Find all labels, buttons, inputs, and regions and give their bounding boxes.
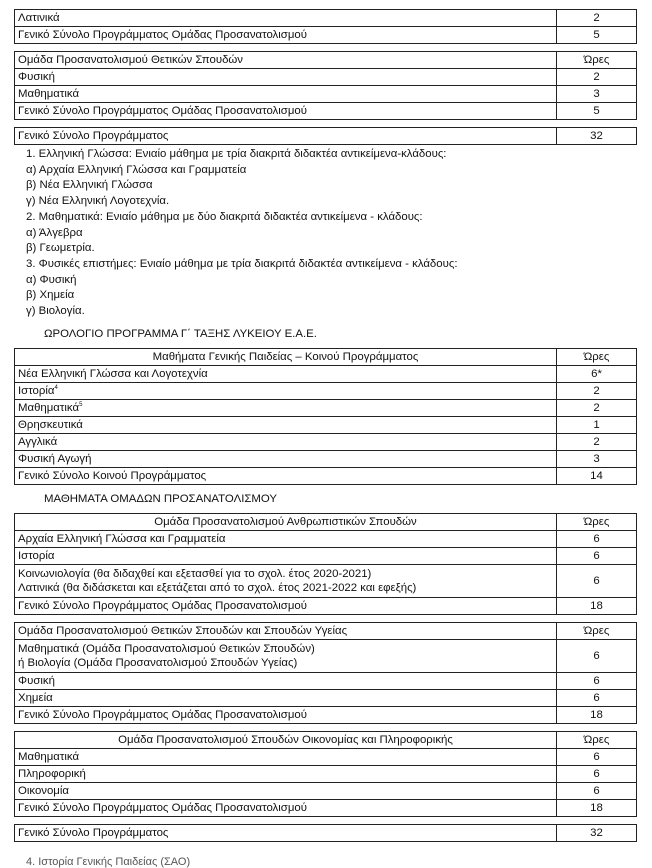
table-humanities <box>14 513 637 615</box>
subject-label: Μαθηματικά <box>18 401 80 414</box>
subject-cell: Γενικό Σύνολο Κοινού Προγράμματος <box>15 467 557 484</box>
hours-cell: 18 <box>557 799 637 816</box>
table-row <box>15 672 637 689</box>
footnote-marker: 5 <box>79 401 83 408</box>
note-line: β) Νέα Ελληνική Γλώσσα <box>26 179 153 192</box>
note-line: β) Χημεία <box>26 289 75 302</box>
subject-cell: Αρχαία Ελληνική Γλώσσα και Γραμματεία <box>15 530 557 547</box>
hours-cell: 18 <box>557 597 637 614</box>
table-row <box>15 597 637 614</box>
hours-cell: 18 <box>557 706 637 723</box>
subject-cell: Λατινικά <box>15 10 557 27</box>
hours-cell: 2 <box>557 69 637 86</box>
section-title-orientation-groups: ΜΑΘΗΜΑΤΑ ΟΜΑΔΩΝ ΠΡΟΣΑΝΑΤΟΛΙΣΜΟΥ <box>44 492 277 505</box>
table-row <box>15 467 637 484</box>
subject-cell: Γενικό Σύνολο Προγράμματος Ομάδας Προσανατολισμού <box>15 103 557 120</box>
table-row <box>15 530 637 547</box>
table-row <box>15 433 637 450</box>
note-line: 2. Μαθηματικά: Ενιαίο μάθημα με δύο διακριτά διδακτέα αντικείμενα - κλάδους: <box>26 210 423 223</box>
group-header: Ομάδα Προσανατολισμού Σπουδών Οικονομίας και Πληροφορικής <box>15 731 557 748</box>
subject-line: Μαθηματικά (Ομάδα Προσανατολισμού Θετικών Σπουδών) <box>18 642 315 655</box>
subject-label: Ιστορία <box>18 384 55 397</box>
footnote-marker: 4 <box>54 384 58 391</box>
table-orientation-continued <box>14 9 637 44</box>
note-line: γ) Νέα Ελληνική Λογοτεχνία. <box>26 195 170 208</box>
subject-cell: Γενικό Σύνολο Προγράμματος Ομάδας Προσανατολισμού <box>15 706 557 723</box>
table-row <box>15 399 637 416</box>
subject-cell: Θρησκευτικά <box>15 416 557 433</box>
note-line: 1. Ελληνική Γλώσσα: Ενιαίο μάθημα με τρία διακριτά διδακτέα αντικείμενα-κλάδους: <box>26 148 447 160</box>
table-header-row <box>15 52 637 69</box>
note-line: 3. Φυσικές επιστήμες: Ενιαίο μάθημα με τρία διακριτά διδακτέα αντικείμενα - κλάδους: <box>26 257 458 270</box>
subject-cell: Φυσική <box>15 672 557 689</box>
group-header: Ομάδα Προσανατολισμού Θετικών Σπουδών και Σπουδών Υγείας <box>15 622 557 639</box>
table-row <box>15 689 637 706</box>
hours-cell: 1 <box>557 416 637 433</box>
table-header-row <box>15 348 637 365</box>
subject-cell: Οικονομία <box>15 782 557 799</box>
hours-cell: 6 <box>557 530 637 547</box>
subject-cell: Γενικό Σύνολο Προγράμματος Ομάδας Προσανατολισμού <box>15 27 557 44</box>
total-hours: 32 <box>557 824 637 841</box>
note-line: γ) Βιολογία. <box>26 305 85 318</box>
subject-cell: Γενικό Σύνολο Προγράμματος Ομάδας Προσανατολισμού <box>15 597 557 614</box>
note-line: β) Γεωμετρία. <box>26 242 95 255</box>
table-row <box>15 103 637 120</box>
cut-off-footnote: 4. Ιστορία Γενικής Παιδείας (ΣΑΟ) <box>26 856 191 868</box>
subject-cell: Φυσική <box>15 69 557 86</box>
table-row <box>15 547 637 564</box>
subject-cell: Γενικό Σύνολο Προγράμματος Ομάδας Προσανατολισμού <box>15 799 557 816</box>
note-line: α) Αρχαία Ελληνική Γλώσσα και Γραμματεία <box>26 163 247 176</box>
table-economics-informatics <box>14 731 637 817</box>
hours-cell: 5 <box>557 103 637 120</box>
note-line: α) Φυσική <box>26 273 77 286</box>
table-row <box>15 365 637 382</box>
hours-cell: 3 <box>557 86 637 103</box>
table-row <box>15 799 637 816</box>
hours-header: Ώρες <box>557 348 637 365</box>
footnotes <box>14 147 638 320</box>
table-row <box>15 128 637 145</box>
document-page <box>14 9 638 842</box>
subject-cell: Αγγλικά <box>15 433 557 450</box>
hours-cell: 5 <box>557 27 637 44</box>
group-header: Μαθήματα Γενικής Παιδείας – Κοινού Προγράμματος <box>15 348 557 365</box>
hours-header: Ώρες <box>557 731 637 748</box>
note-line: α) Άλγεβρα <box>26 226 83 239</box>
subject-cell: Χημεία <box>15 689 557 706</box>
hours-cell: 6 <box>557 564 637 597</box>
hours-cell: 6 <box>557 782 637 799</box>
table-program-total <box>14 127 637 145</box>
table-row <box>15 86 637 103</box>
hours-cell: 6 <box>557 765 637 782</box>
table-row <box>15 10 637 27</box>
subject-cell <box>15 564 557 597</box>
hours-cell: 6* <box>557 365 637 382</box>
table-header-row <box>15 731 637 748</box>
hours-cell: 2 <box>557 10 637 27</box>
table-science-orientation <box>14 51 637 120</box>
section-title-c-grade: ΩΡΟΛΟΓΙΟ ΠΡΟΓΡΑΜΜΑ Γ΄ ΤΑΞΗΣ ΛΥΚΕΙΟΥ Ε.Α.Ε. <box>44 327 317 340</box>
table-row <box>15 382 637 399</box>
table-row <box>15 639 637 672</box>
group-header: Ομάδα Προσανατολισμού Θετικών Σπουδών <box>15 52 557 69</box>
table-row <box>15 564 637 597</box>
table-row <box>15 450 637 467</box>
subject-cell: Πληροφορική <box>15 765 557 782</box>
total-label: Γενικό Σύνολο Προγράμματος <box>15 824 557 841</box>
hours-header: Ώρες <box>557 513 637 530</box>
total-hours: 32 <box>557 128 637 145</box>
subject-cell: Φυσική Αγωγή <box>15 450 557 467</box>
table-row <box>15 706 637 723</box>
hours-cell: 3 <box>557 450 637 467</box>
table-row <box>15 748 637 765</box>
subject-cell: Μαθηματικά <box>15 86 557 103</box>
subject-cell: Ιστορία <box>15 547 557 564</box>
hours-cell: 14 <box>557 467 637 484</box>
hours-cell: 6 <box>557 547 637 564</box>
hours-header: Ώρες <box>557 52 637 69</box>
hours-cell: 2 <box>557 399 637 416</box>
subject-cell <box>15 382 557 399</box>
subject-line: Κοινωνιολογία (θα διδαχθεί και εξετασθεί για το σχολ. έτος 2020-2021) <box>18 567 372 580</box>
total-label: Γενικό Σύνολο Προγράμματος <box>15 128 557 145</box>
hours-cell: 6 <box>557 639 637 672</box>
table-row <box>15 765 637 782</box>
table-program-total-2 <box>14 824 637 842</box>
table-row <box>15 782 637 799</box>
hours-cell: 6 <box>557 672 637 689</box>
table-science-health <box>14 622 637 724</box>
hours-cell: 6 <box>557 689 637 706</box>
subject-line: Λατινικά (θα διδάσκεται και εξετάζεται από το σχολ. έτος 2021-2022 και εφεξής) <box>18 581 417 594</box>
subject-label: Νέα Ελληνική Γλώσσα και Λογοτεχνία <box>18 367 208 380</box>
hours-cell: 2 <box>557 433 637 450</box>
table-row <box>15 69 637 86</box>
table-row <box>15 416 637 433</box>
table-general-education <box>14 348 637 485</box>
hours-header: Ώρες <box>557 622 637 639</box>
subject-cell <box>15 365 557 382</box>
subject-cell <box>15 399 557 416</box>
table-header-row <box>15 622 637 639</box>
table-row <box>15 27 637 44</box>
hours-cell: 6 <box>557 748 637 765</box>
table-row <box>15 824 637 841</box>
subject-cell: Μαθηματικά <box>15 748 557 765</box>
group-header: Ομάδα Προσανατολισμού Ανθρωπιστικών Σπουδών <box>15 513 557 530</box>
subject-cell <box>15 639 557 672</box>
hours-cell: 2 <box>557 382 637 399</box>
subject-line: ή Βιολογία (Ομάδα Προσανατολισμού Σπουδών Υγείας) <box>18 656 298 669</box>
table-header-row <box>15 513 637 530</box>
